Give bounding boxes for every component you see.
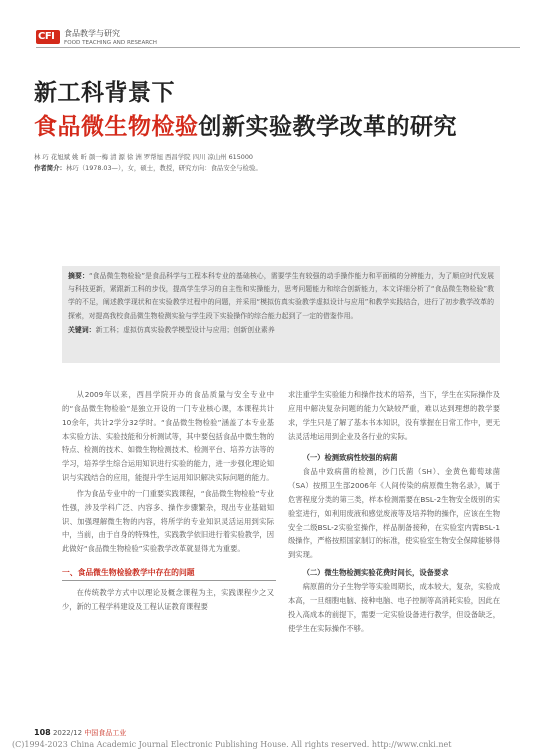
body-left-column [62,388,274,614]
body-right-column [288,388,500,635]
left-paragraph-1: 从2009年以来，西昌学院开办的食品质量与安全专业中的“食品微生物检验”是独立开设的一门专业核心课，本课程共计10余年，共计2学分32学时。“食品微生物检验”涵盖了本专业基本实验方法、实验技能和分析测试等，其中要包括食品中微生物的特点、检测的技术、如微生物检测技术、检测平台、培养方法等的学习，培养学生综合运用知识进行实验的能力，进一步强化理论知识与实践结合的应用，能提升学生运用知识解决实际问题的能力。 [62,390,274,483]
left-paragraph-2: 作为食品专业中的一门重要实践课程，“食品微生物检验”专业性强，涉及学科广泛、内容多、操作步骤繁杂，现出专业基础知识、加强理解微生物的内容，将所学的专业知识灵活运用到实际中，当前，由于自身的特殊性，实践教学依旧进行着实验教学，因此做好“食品微生物检验”实验教学改革就显得尤为重要。 [62,488,274,554]
section-heading-1: 一、食品微生物检验教学中存在的问题 [62,568,195,578]
author-bio-text: 林巧（1978.03—），女，硕士，教授，研究方向：食品安全与检验。 [65,164,262,172]
section-rule [62,580,276,581]
subheading-1: （一）检测致病性较强的病菌 [302,453,398,463]
column-name-cn: 食品教学与研究 [64,29,120,38]
abstract-text [68,270,494,323]
page-number: 108 [34,728,51,737]
author-bio [34,163,262,173]
right-paragraph-1: 求注重学生实验能力和操作技术的培养，当下，学生在实际操作及应用中解决复杂问题的能力欠缺较严重，难以达到理想的教学要求，学生只是了解了基本书本知识，没有掌握在日常工作中，更无法灵活地运用到企业及各行业的实际。 [288,390,500,441]
article-title-line2 [34,112,457,142]
journal-logo-text: CFI [38,31,55,42]
author-line: 林 巧 花旭斌 姚 昕 颜一梅 清 源 徐 洲 罗帮旭 西昌学院 四川 凉山州 615000 [34,153,253,161]
right-paragraph-3: 病原菌的分子生物学等实验周期长，成本较大，复杂，实验成本高，一旦细胞电脑、接种电脑、电子控制等高消耗实验，因此在投入高成本的前提下，需要一定实验设备进行教学，但设备缺乏，使学生在实际操作不够。 [288,581,500,633]
title-rest: 创新实验教学改革的研究 [198,114,457,140]
keywords [68,324,494,336]
copyright-notice: (C)1994-2023 China Academic Journal Electronic Publishing House. All rights reserved. http://www.cnki.net [12,740,452,749]
title-highlight: 食品微生物检验 [34,114,199,140]
page-footer [34,728,126,738]
header-divider [36,47,520,48]
abstract-body: “食品微生物检验”是食品科学与工程本科专业的基础核心，需要学生有较强的动手操作能力和平面稿的分辨能力，为了顺应时代发展与科技更新，紧跟新工科的步伐，提高学生学习的自主性和实操能力，思考问题能力和综合创新能力，本文详细分析了“食品微生物检验”教学的不足，阐述教学现状和在实验教学过程中的问题，并采用“模拟仿真实验教学虚拟设计与应用”和教学实践结合，进行了初步教学改革的探索，对提高我校食品微生物检测实验与学生段下实验操作的综合能力起到了一定的借鉴作用。 [68,272,495,320]
article-title-line1: 新工科背景下 [34,80,175,106]
keywords-text: 新工科；虚拟仿真实验教学模型设计与应用；创新创业素养 [95,325,275,334]
abstract-label: 摘要： [68,272,89,280]
left-paragraph-3: 在传统教学方式中以理论及概念课程为主，实践课程少之又少，新的工程学科建设及工程认证教育课程要 [62,588,274,611]
author-bio-label: 作者简介： [34,164,66,172]
column-name-en: FOOD TEACHING AND RESEARCH [64,40,157,46]
abstract-box [62,266,500,363]
issue-date: 2022/12 [52,729,83,737]
journal-name: 中国食品工业 [84,729,127,737]
subheading-2: （二）微生物检测实验花费时间长，设备要求 [302,568,449,578]
keywords-label: 关键词： [68,325,96,334]
right-paragraph-2: 食品中致病菌的检测，沙门氏菌（SH）、金黄色葡萄球菌（SA）按照卫生部2006年《人间传染的病原微生物名录》，属于危害程度分类的第三类，样本检测需要在BSL-2生物安全级别的实验室进行，如利用废液和感觉废液等及培养物的操作，应该在生物安全二级BSL-2实验室操作，样品制备接种，在实验室内需BSL-1级操作，严格按照国家制订的标准，使实验室生物安全保障能够得到实现。 [288,467,500,560]
